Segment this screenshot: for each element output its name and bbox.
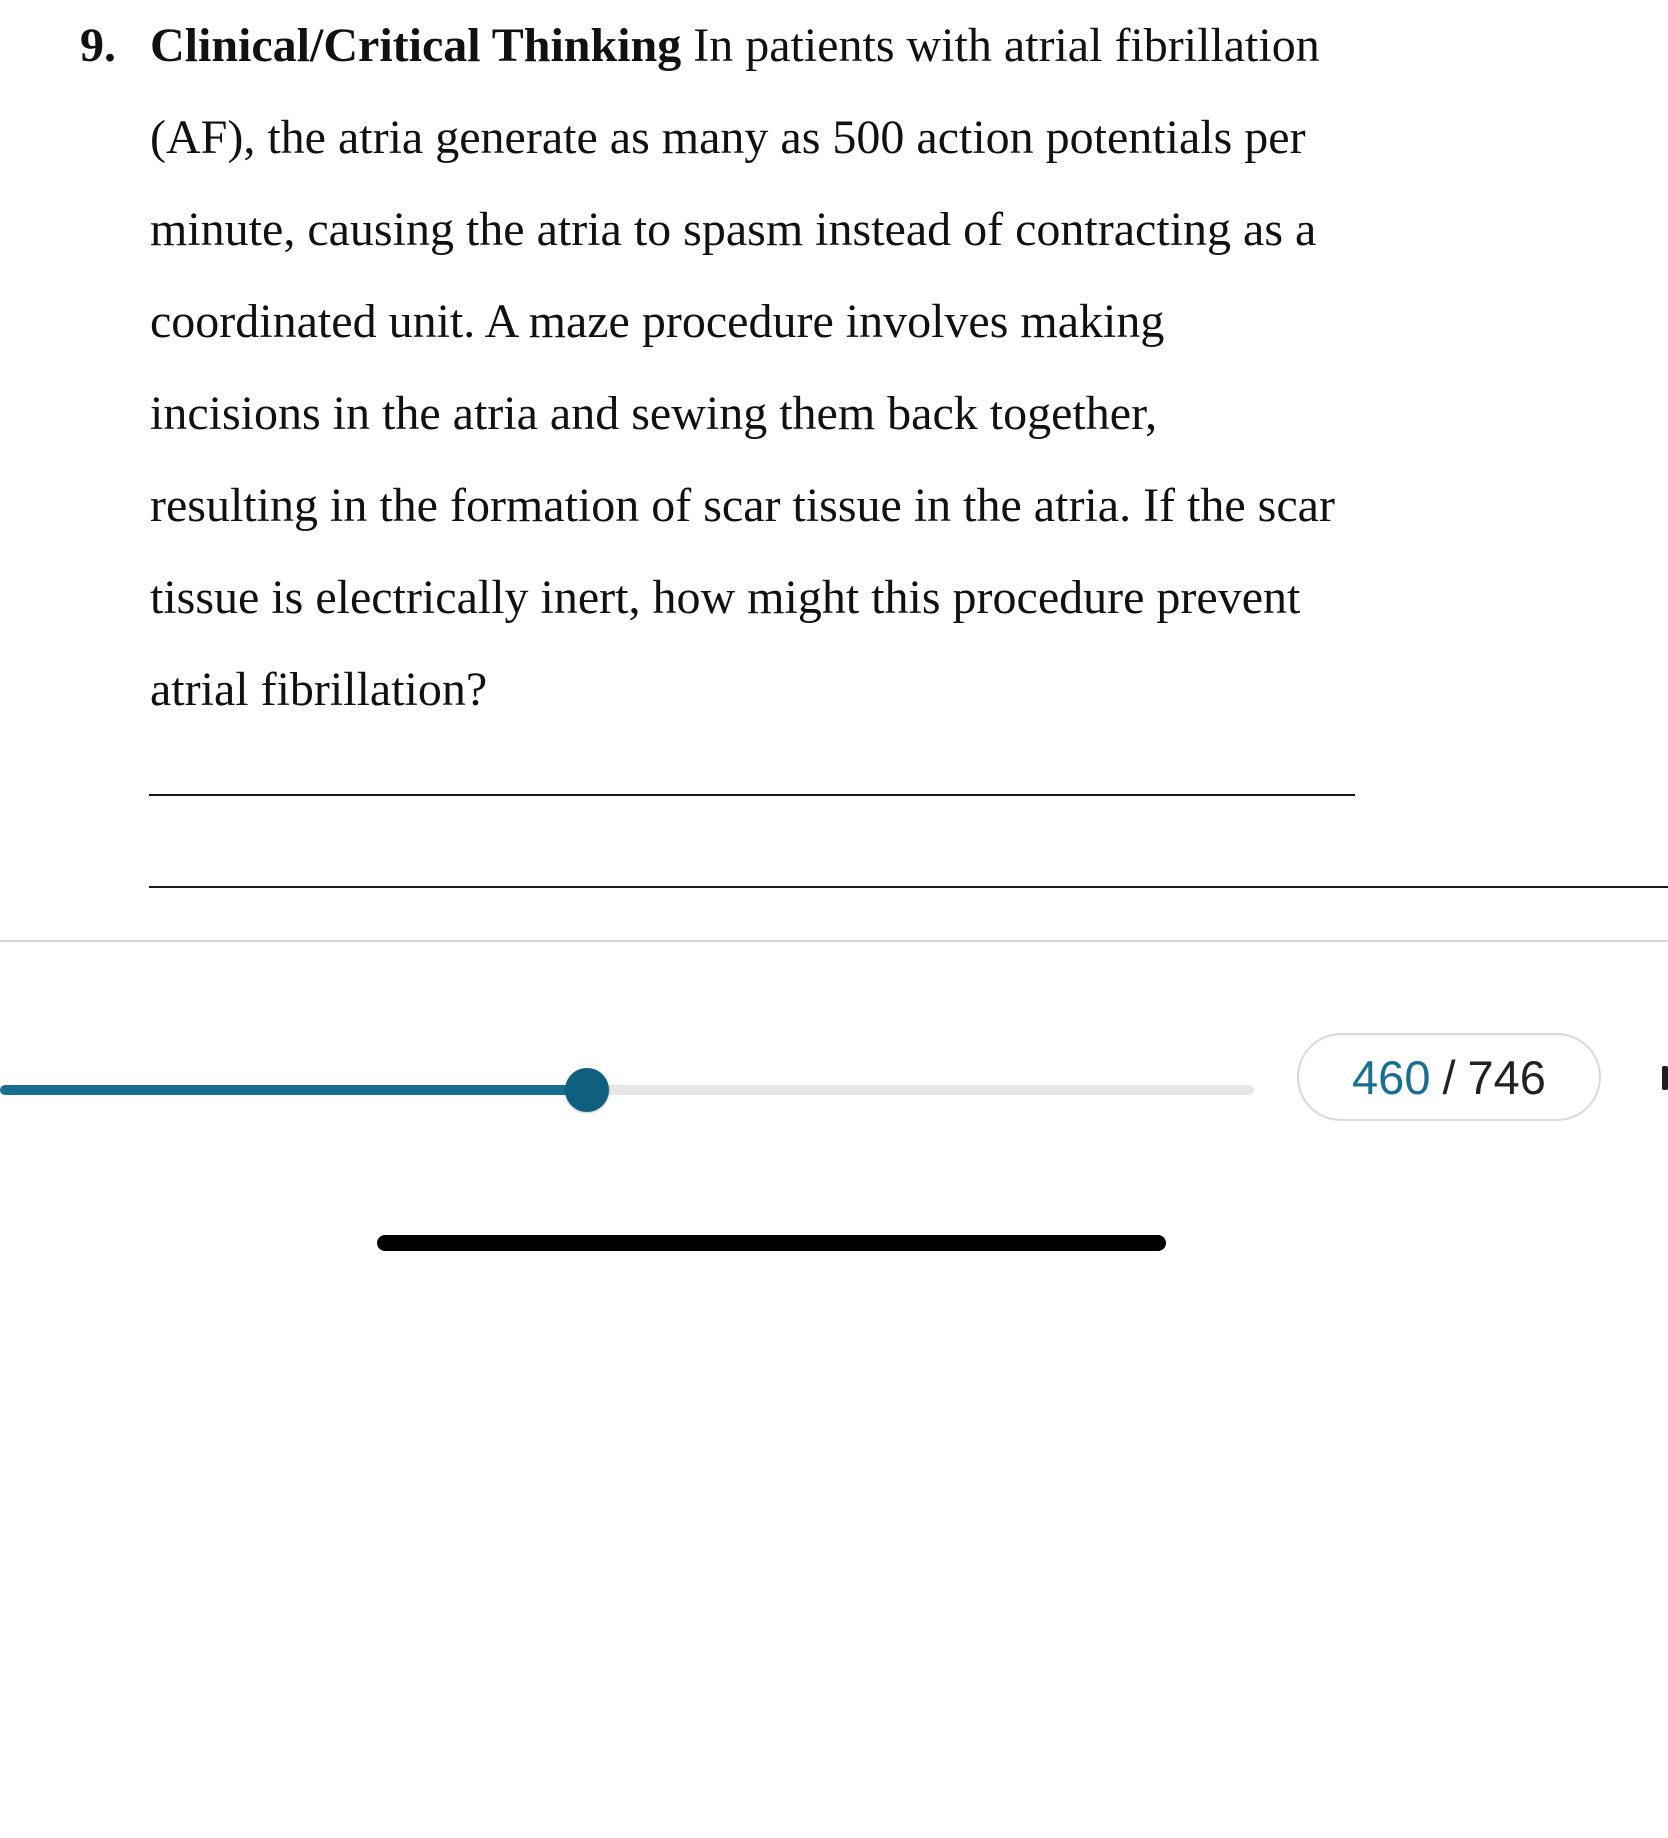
answer-line [149,794,1355,796]
page-separator: / [1442,1050,1456,1104]
page-counter[interactable] [1297,1033,1601,1121]
home-indicator-icon[interactable] [377,1235,1166,1251]
reader-controls [0,1010,1668,1150]
answer-line [149,886,1668,888]
question-text-line: tissue is electrically inert, how might this procedure prevent [150,571,1301,624]
question-text-line: (AF), the atria generate as many as 500 action potentials per [150,111,1306,164]
question-number: 9. [80,19,116,72]
question-text-line: resulting in the formation of scar tissue in the atria. If the scar [150,479,1335,532]
slider-progress-fill [0,1085,587,1095]
slider-thumb[interactable] [565,1068,609,1112]
question-line-first [150,0,1650,92]
page-progress-slider[interactable] [0,1062,1254,1118]
question-text-line: coordinated unit. A maze procedure involves making [150,295,1165,348]
question-text-line: atrial fibrillation? [150,663,488,716]
current-page-number: 460 [1352,1050,1431,1104]
question-text [150,0,1650,736]
question-text-line: incisions in the atria and sewing them back together, [150,387,1158,440]
page-edge-indicator-icon [1662,1066,1668,1090]
page-divider [0,940,1668,942]
question-text-line: In patients with atrial fibrillation [681,19,1320,72]
question-heading: Clinical/Critical Thinking [150,19,682,72]
question-text-line: minute, causing the atria to spasm instead of contracting as a [150,203,1317,256]
total-page-count: 746 [1467,1050,1546,1104]
